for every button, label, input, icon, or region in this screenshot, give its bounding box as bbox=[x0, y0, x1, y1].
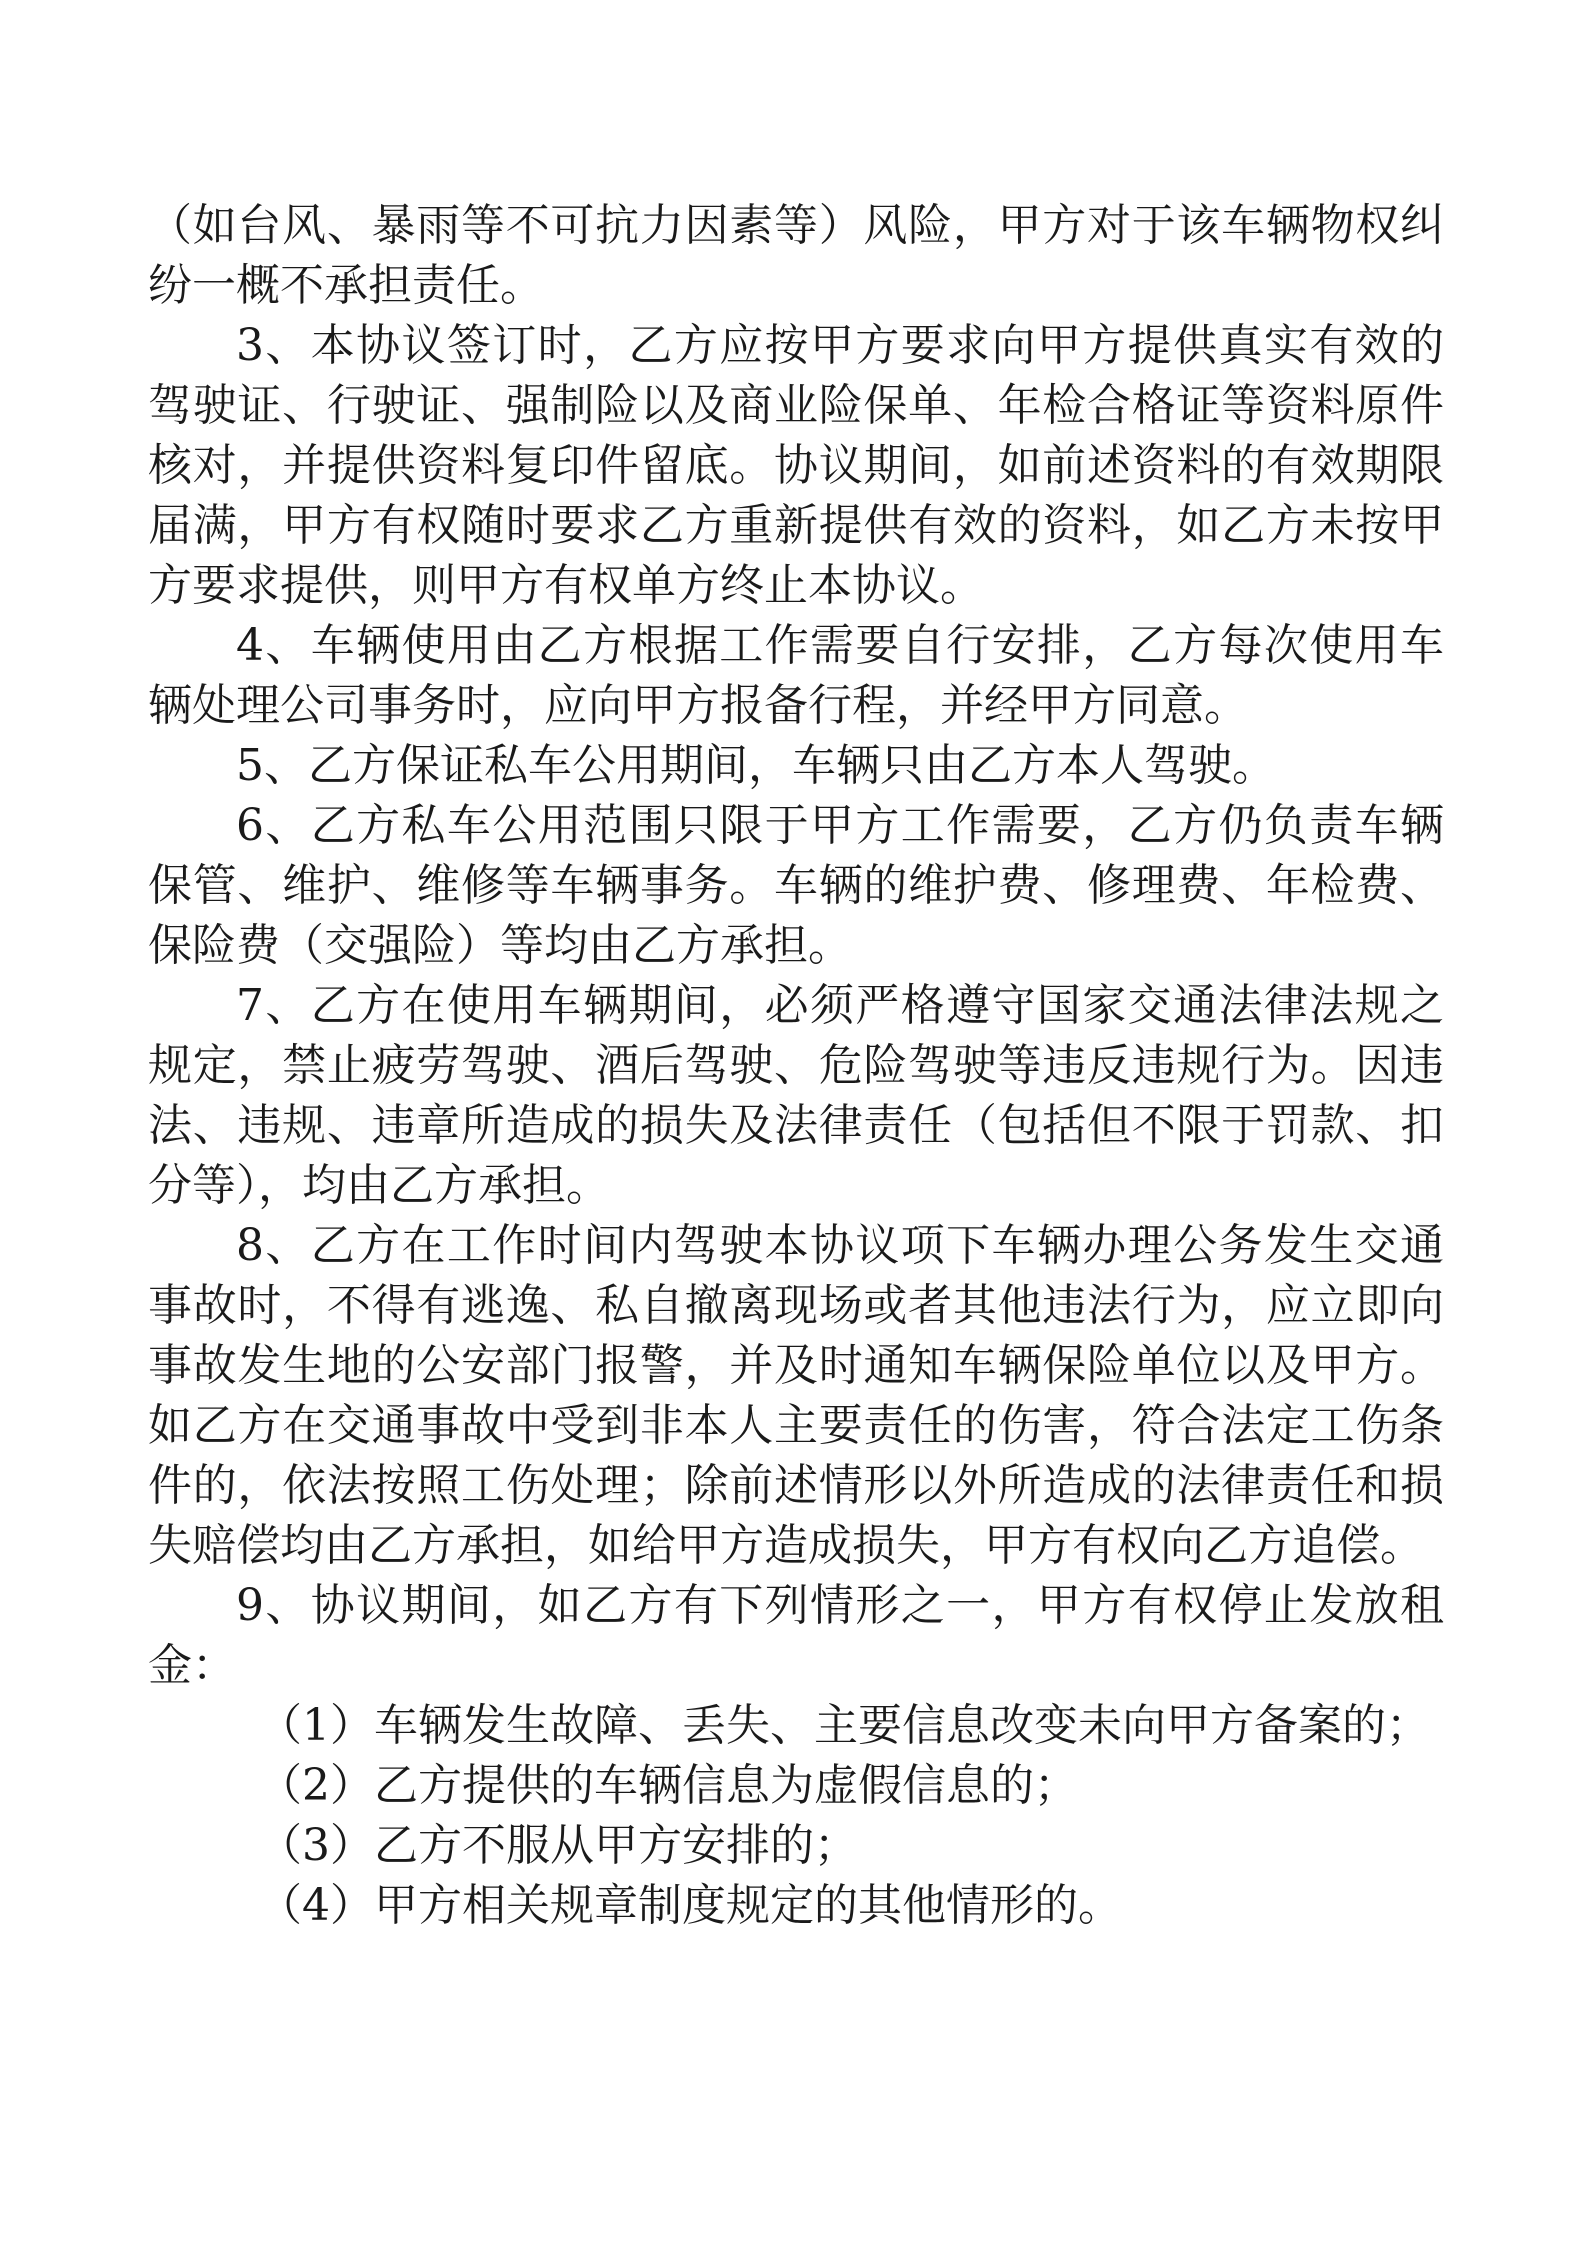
clause-4: 4、车辆使用由乙方根据工作需要自行安排，乙方每次使用车辆处理公司事务时，应向甲方报备行程，并经甲方同意。 bbox=[148, 620, 1444, 731]
list-item: （3）乙方不服从甲方安排的； bbox=[258, 1820, 858, 1871]
agreement-body bbox=[148, 196, 1444, 1936]
clause-9-conditions bbox=[148, 1696, 1444, 1936]
list-item: （1）车辆发生故障、丢失、主要信息改变未向甲方备案的； bbox=[258, 1700, 1430, 1751]
clause-7: 7、乙方在使用车辆期间，必须严格遵守国家交通法律法规之规定，禁止疲劳驾驶、酒后驾驶、危险驾驶等违反违规行为。因违法、违规、违章所造成的损失及法律责任（包括但不限于罚款、扣分等），均由乙方承担。 bbox=[148, 980, 1444, 1211]
list-item: （2）乙方提供的车辆信息为虚假信息的； bbox=[258, 1760, 1078, 1811]
clause-6: 6、乙方私车公用范围只限于甲方工作需要，乙方仍负责车辆保管、维护、维修等车辆事务。车辆的维护费、修理费、年检费、保险费（交强险）等均由乙方承担。 bbox=[148, 800, 1444, 971]
clause-9: 9、协议期间，如乙方有下列情形之一，甲方有权停止发放租金： bbox=[148, 1580, 1444, 1691]
clause-8: 8、乙方在工作时间内驾驶本协议项下车辆办理公务发生交通事故时，不得有逃逸、私自撤离现场或者其他违法行为，应立即向事故发生地的公安部门报警，并及时通知车辆保险单位以及甲方。如乙方在交通事故中受到非本人主要责任的伤害，符合法定工伤条件的，依法按照工伤处理；除前述情形以外所造成的法律责任和损失赔偿均由乙方承担，如给甲方造成损失，甲方有权向乙方追偿。 bbox=[148, 1220, 1444, 1571]
paragraph-continuation: （如台风、暴雨等不可抗力因素等）风险，甲方对于该车辆物权纠纷一概不承担责任。 bbox=[148, 200, 1444, 311]
clause-3: 3、本协议签订时，乙方应按甲方要求向甲方提供真实有效的驾驶证、行驶证、强制险以及商业险保单、年检合格证等资料原件核对，并提供资料复印件留底。协议期间，如前述资料的有效期限届满，甲方有权随时要求乙方重新提供有效的资料，如乙方未按甲方要求提供，则甲方有权单方终止本协议。 bbox=[148, 320, 1444, 611]
list-item: （4）甲方相关规章制度规定的其他情形的。 bbox=[258, 1880, 1122, 1931]
clause-5: 5、乙方保证私车公用期间，车辆只由乙方本人驾驶。 bbox=[236, 740, 1276, 791]
